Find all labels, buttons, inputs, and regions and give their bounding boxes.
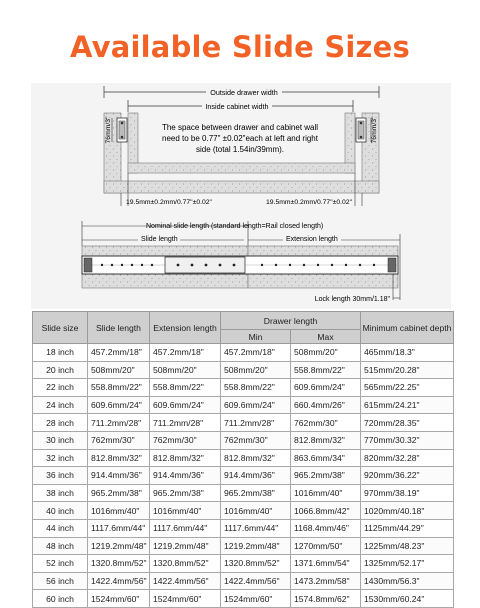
slide-size-cell: 40 inch bbox=[33, 502, 88, 520]
inside-width-label: Inside cabinet width bbox=[205, 102, 269, 111]
drawer-max-cell: 1574.8mm/62" bbox=[291, 590, 361, 608]
page-title: Available Slide Sizes bbox=[70, 30, 410, 64]
slide-size-cell: 48 inch bbox=[33, 537, 88, 555]
table-row bbox=[33, 414, 454, 432]
lock-length-label: Lock length 30mm/1.18" bbox=[314, 296, 390, 303]
slide-length-cell: 1016mm/40" bbox=[88, 502, 150, 520]
min-cabinet-depth-cell: 1430mm/56.3" bbox=[361, 572, 454, 590]
slide-length-cell: 558.8mm/22" bbox=[88, 379, 150, 397]
slide-size-cell: 44 inch bbox=[33, 519, 88, 537]
header-min: Min bbox=[221, 330, 291, 344]
nominal-length-label: Nominal slide length (standard length=Rail closed length) bbox=[146, 223, 324, 230]
drawer-min-cell: 558.8mm/22" bbox=[221, 379, 291, 397]
extension-length-cell: 1219.2mm/48" bbox=[150, 537, 221, 555]
header-max: Max bbox=[291, 330, 361, 344]
extension-length-cell: 1422.4mm/56" bbox=[150, 572, 221, 590]
cabinet-bottom bbox=[104, 181, 379, 193]
drawer-min-cell: 1422.4mm/56" bbox=[221, 572, 291, 590]
slide-length-cell: 812.8mm/32" bbox=[88, 449, 150, 467]
drawer-max-cell: 863.6mm/34" bbox=[291, 449, 361, 467]
table-row bbox=[33, 519, 454, 537]
min-cabinet-depth-cell: 465mm/18.3" bbox=[361, 344, 454, 362]
drawer-max-cell: 508mm/20" bbox=[291, 344, 361, 362]
table-row bbox=[33, 379, 454, 397]
slide-length-cell: 965.2mm/38" bbox=[88, 484, 150, 502]
table-row bbox=[33, 537, 454, 555]
slide-length-cell: 1117.6mm/44" bbox=[88, 519, 150, 537]
slide-size-cell: 38 inch bbox=[33, 484, 88, 502]
drawer-min-cell: 762mm/30" bbox=[221, 431, 291, 449]
gap-note-line3: side (total 1.54in/39mm). bbox=[195, 145, 285, 154]
min-cabinet-depth-cell: 1530mm/60.24" bbox=[361, 590, 454, 608]
extension-length-cell: 762mm/30" bbox=[150, 431, 221, 449]
min-cabinet-depth-cell: 1125mm/44.29" bbox=[361, 519, 454, 537]
drawer-min-cell: 1219.2mm/48" bbox=[221, 537, 291, 555]
drawer-min-cell: 1016mm/40" bbox=[221, 502, 291, 520]
min-cabinet-depth-cell: 770mm/30.32" bbox=[361, 431, 454, 449]
min-cabinet-depth-cell: 1325mm/52.17" bbox=[361, 555, 454, 573]
drawer-max-cell: 762mm/30" bbox=[291, 414, 361, 432]
table-row bbox=[33, 344, 454, 362]
slide-size-cell: 52 inch bbox=[33, 555, 88, 573]
gap-note-line1: The space between drawer and cabinet wall bbox=[161, 123, 319, 132]
slide-length-cell: 457.2mm/18" bbox=[88, 344, 150, 362]
min-cabinet-depth-cell: 1020mm/40.18" bbox=[361, 502, 454, 520]
header-slide-length: Slide length bbox=[88, 312, 150, 344]
extension-length-cell: 711.2mm/28" bbox=[150, 414, 221, 432]
table-row bbox=[33, 555, 454, 573]
table-row bbox=[33, 502, 454, 520]
slide-length-diagram bbox=[0, 215, 480, 310]
drawer-max-cell: 1473.2mm/58" bbox=[291, 572, 361, 590]
slide-length-cell: 762mm/30" bbox=[88, 431, 150, 449]
slide-size-cell: 28 inch bbox=[33, 414, 88, 432]
slide-profile-left bbox=[117, 118, 127, 142]
slide-length-cell: 1422.4mm/56" bbox=[88, 572, 150, 590]
drawer-min-cell: 1320.8mm/52" bbox=[221, 555, 291, 573]
extension-length-cell: 1016mm/40" bbox=[150, 502, 221, 520]
drawer-min-cell: 711.2mm/28" bbox=[221, 414, 291, 432]
table-row bbox=[33, 467, 454, 485]
table-row bbox=[33, 449, 454, 467]
slide-length-label: Slide length bbox=[141, 236, 178, 243]
drawer-min-cell: 457.2mm/18" bbox=[221, 344, 291, 362]
slide-size-cell: 60 inch bbox=[33, 590, 88, 608]
height-label-left: 76mm/3" bbox=[105, 116, 112, 144]
table-body bbox=[33, 344, 454, 608]
cross-section-diagram bbox=[0, 0, 480, 215]
drawer-max-cell: 1270mm/50" bbox=[291, 537, 361, 555]
min-cabinet-depth-cell: 970mm/38.19" bbox=[361, 484, 454, 502]
sizes-table bbox=[32, 311, 454, 608]
drawer-bottom bbox=[128, 163, 355, 173]
drawer-min-cell: 508mm/20" bbox=[221, 361, 291, 379]
header-drawer-length: Drawer length bbox=[221, 312, 361, 330]
table-row bbox=[33, 572, 454, 590]
extension-length-cell: 812.8mm/32" bbox=[150, 449, 221, 467]
slide-size-cell: 24 inch bbox=[33, 396, 88, 414]
min-cabinet-depth-cell: 565mm/22.25" bbox=[361, 379, 454, 397]
slide-size-cell: 20 inch bbox=[33, 361, 88, 379]
extension-length-cell: 457.2mm/18" bbox=[150, 344, 221, 362]
header-extension-length: Extension length bbox=[150, 312, 221, 344]
drawer-min-cell: 914.4mm/36" bbox=[221, 467, 291, 485]
slide-size-cell: 36 inch bbox=[33, 467, 88, 485]
slide-profile-right bbox=[356, 118, 366, 142]
table-row bbox=[33, 431, 454, 449]
extension-length-cell: 1117.6mm/44" bbox=[150, 519, 221, 537]
drawer-max-cell: 1371.6mm/54" bbox=[291, 555, 361, 573]
min-cabinet-depth-cell: 720mm/28.35" bbox=[361, 414, 454, 432]
extension-length-cell: 914.4mm/36" bbox=[150, 467, 221, 485]
drawer-max-cell: 1066.8mm/42" bbox=[291, 502, 361, 520]
min-cabinet-depth-cell: 920mm/36.22" bbox=[361, 467, 454, 485]
height-label-right: 76mm/3" bbox=[371, 116, 378, 144]
drawer-min-cell: 1524mm/60" bbox=[221, 590, 291, 608]
min-cabinet-depth-cell: 1225mm/48.23" bbox=[361, 537, 454, 555]
drawer-min-cell: 1117.6mm/44" bbox=[221, 519, 291, 537]
drawer-min-cell: 812.8mm/32" bbox=[221, 449, 291, 467]
drawer-min-cell: 965.2mm/38" bbox=[221, 484, 291, 502]
slide-length-cell: 711.2mm/28" bbox=[88, 414, 150, 432]
drawer-max-cell: 965.2mm/38" bbox=[291, 467, 361, 485]
slide-size-cell: 30 inch bbox=[33, 431, 88, 449]
table-row bbox=[33, 361, 454, 379]
slide-length-cell: 609.6mm/24" bbox=[88, 396, 150, 414]
slide-length-cell: 1524mm/60" bbox=[88, 590, 150, 608]
slide-size-cell: 18 inch bbox=[33, 344, 88, 362]
extension-length-cell: 609.6mm/24" bbox=[150, 396, 221, 414]
header-slide-size: Slide size bbox=[33, 312, 88, 344]
slide-length-cell: 1320.8mm/52" bbox=[88, 555, 150, 573]
gap-note-line2: need to be 0.77" ±0.02"each at left and right bbox=[162, 134, 318, 143]
drawer-max-cell: 1016mm/40" bbox=[291, 484, 361, 502]
min-cabinet-depth-cell: 820mm/32.28" bbox=[361, 449, 454, 467]
extension-length-cell: 965.2mm/38" bbox=[150, 484, 221, 502]
min-cabinet-depth-cell: 615mm/24.21" bbox=[361, 396, 454, 414]
header-min-cabinet-depth: Minimum cabinet depth bbox=[361, 312, 454, 344]
extension-length-cell: 1524mm/60" bbox=[150, 590, 221, 608]
drawer-max-cell: 609.6mm/24" bbox=[291, 379, 361, 397]
slide-length-cell: 914.4mm/36" bbox=[88, 467, 150, 485]
table-row bbox=[33, 484, 454, 502]
slide-size-cell: 56 inch bbox=[33, 572, 88, 590]
table-row bbox=[33, 396, 454, 414]
drawer-min-cell: 609.6mm/24" bbox=[221, 396, 291, 414]
drawer-max-cell: 812.8mm/32" bbox=[291, 431, 361, 449]
outside-width-label: Outside drawer width bbox=[210, 88, 278, 97]
slide-size-cell: 22 inch bbox=[33, 379, 88, 397]
gap-label-left: 19.5mm±0.2mm/0.77"±0.02" bbox=[126, 199, 212, 206]
extension-length-cell: 558.8mm/22" bbox=[150, 379, 221, 397]
drawer-max-cell: 660.4mm/26" bbox=[291, 396, 361, 414]
extension-length-cell: 508mm/20" bbox=[150, 361, 221, 379]
slide-length-cell: 1219.2mm/48" bbox=[88, 537, 150, 555]
table-row bbox=[33, 590, 454, 608]
min-cabinet-depth-cell: 515mm/20.28" bbox=[361, 361, 454, 379]
extension-length-label: Extension length bbox=[286, 236, 338, 243]
slide-length-cell: 508mm/20" bbox=[88, 361, 150, 379]
drawer-max-cell: 1168.4mm/46" bbox=[291, 519, 361, 537]
gap-label-right: 19.5mm±0.2mm/0.77"±0.02" bbox=[266, 199, 352, 206]
drawer-max-cell: 558.8mm/22" bbox=[291, 361, 361, 379]
extension-length-cell: 1320.8mm/52" bbox=[150, 555, 221, 573]
slide-size-cell: 32 inch bbox=[33, 449, 88, 467]
